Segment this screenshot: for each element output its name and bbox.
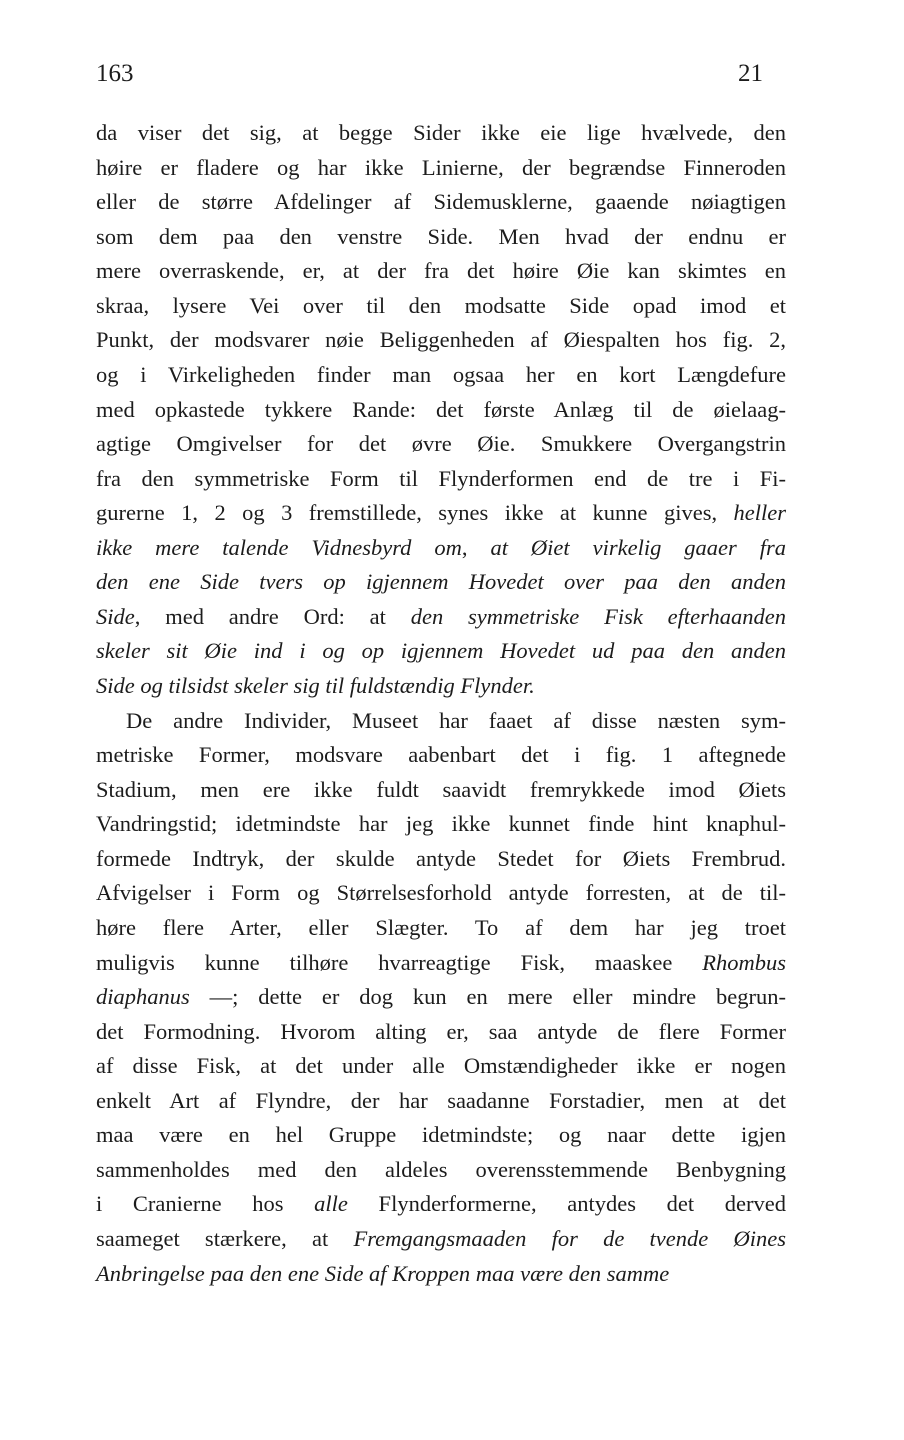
text-segment: Vandringstid; idetmindste har jeg ikke kunnet finde hint knaphul- — [96, 811, 786, 837]
text-segment: af disse Fisk, at det under alle Omstændigheder ikke er nogen — [96, 1053, 786, 1079]
text-line — [96, 807, 786, 842]
text-segment: , med andre Ord: at — [134, 603, 411, 629]
text-line — [96, 151, 786, 186]
page-number-left: 163 — [96, 60, 134, 87]
text-segment: sammenholdes med den aldeles overensstemmende Benbygning — [96, 1156, 786, 1182]
italic-text: alle — [314, 1191, 348, 1217]
text-line — [96, 842, 786, 877]
text-segment: enkelt Art af Flyndre, der har saadanne Forstadier, men at det — [96, 1087, 786, 1113]
text-line — [96, 254, 786, 289]
text-line — [96, 1257, 786, 1292]
text-line — [96, 911, 786, 946]
italic-text: ikke mere talende Vidnesbyrd om — [96, 534, 462, 560]
text-line — [96, 1187, 786, 1222]
text-segment: maa være en hel Gruppe idetmindste; og naar dette igjen — [96, 1122, 786, 1148]
text-line — [96, 946, 786, 981]
text-line — [96, 116, 786, 151]
text-segment: høire er fladere og har ikke Linierne, der begrændse Finneroden — [96, 154, 786, 180]
text-segment: høre flere Arter, eller Slægter. To af dem har jeg troet — [96, 914, 786, 940]
text-segment: —; dette er dog kun en mere eller mindre begrun- — [189, 984, 786, 1010]
text-segment: saameget stærkere, at — [96, 1226, 354, 1251]
text-segment: i Cranierne hos — [96, 1191, 315, 1217]
text-segment: , — [461, 534, 491, 560]
body-text — [96, 116, 786, 1291]
text-line — [96, 358, 786, 393]
text-segment: og i Virkeligheden finder man ogsaa her en kort Længdefure — [96, 361, 786, 387]
text-line — [96, 220, 786, 255]
italic-text: heller — [733, 500, 786, 526]
text-line — [96, 669, 786, 704]
italic-text: Side og tilsidst skeler sig til fuldstændig Flynder. — [96, 673, 535, 698]
page-header — [0, 60, 904, 100]
text-line — [96, 738, 786, 773]
text-line — [96, 427, 786, 462]
text-line — [96, 876, 786, 911]
italic-text: at Øiet virkelig gaaer fra — [490, 534, 786, 560]
italic-text: skeler sit Øie ind i og op igjennem Hovedet ud paa den anden — [96, 638, 786, 664]
text-line — [96, 531, 786, 566]
text-segment: Punkt, der modsvarer nøie Beliggenheden af Øiespalten hos fig. 2, — [96, 327, 786, 353]
italic-text: Side — [96, 603, 135, 629]
text-line — [96, 496, 786, 531]
text-line — [96, 393, 786, 428]
text-segment: som dem paa den venstre Side. Men hvad der endnu er — [96, 223, 786, 249]
text-line — [96, 289, 786, 324]
text-segment: formede Indtryk, der skulde antyde Stedet for Øiets Frembrud. — [96, 845, 786, 871]
text-segment: fra den symmetriske Form til Flynderformen end de tre i Fi- — [96, 465, 786, 491]
text-line — [96, 773, 786, 808]
text-line — [96, 185, 786, 220]
text-segment: mere overraskende, er, at der fra det høire Øie kan skimtes en — [96, 258, 786, 284]
text-segment: agtige Omgivelser for det øvre Øie. Smukkere Overgangstrin — [96, 431, 786, 457]
text-line — [96, 1049, 786, 1084]
text-line — [96, 462, 786, 497]
text-line — [96, 1015, 786, 1050]
text-segment: skraa, lysere Vei over til den modsatte Side opad imod et — [96, 292, 786, 318]
italic-text: Rhombus — [702, 949, 786, 975]
text-line — [96, 1084, 786, 1119]
italic-text: den ene Side tvers op igjennem Hovedet over paa den anden — [96, 569, 786, 595]
text-segment: eller de større Afdelinger af Sidemusklerne, gaaende nøiagtigen — [96, 189, 786, 215]
text-line — [96, 565, 786, 600]
italic-text: den symmetriske Fisk efterhaanden — [410, 603, 786, 629]
text-segment: Flynderformerne, antydes det derved — [347, 1191, 786, 1217]
text-segment: det Formodning. Hvorom alting er, saa antyde de flere Former — [96, 1018, 786, 1044]
text-segment: gurerne 1, 2 og 3 fremstillede, synes ikke at kunne gives, — [96, 500, 734, 526]
text-line — [96, 1153, 786, 1188]
text-line — [96, 1222, 786, 1257]
text-segment: De andre Individer, Museet har faaet af disse næsten sym- — [126, 707, 786, 733]
page-number-right: 21 — [738, 60, 763, 87]
italic-text: diaphanus — [96, 984, 190, 1010]
text-line — [96, 980, 786, 1015]
text-segment: med opkastede tykkere Rande: det første Anlæg til de øielaag- — [96, 396, 786, 422]
text-segment: muligvis kunne tilhøre hvarreagtige Fisk, maaskee — [96, 949, 703, 975]
text-line — [96, 600, 786, 635]
text-line — [96, 1118, 786, 1153]
text-segment: metriske Former, modsvare aabenbart det i fig. 1 aftegnede — [96, 742, 786, 768]
text-line — [96, 323, 786, 358]
text-segment: Afvigelser i Form og Størrelsesforhold antyde forresten, at de til- — [96, 880, 786, 906]
text-line — [96, 634, 786, 669]
italic-text: Anbringelse paa den ene Side af Kroppen maa være den samme — [96, 1260, 670, 1286]
text-line — [96, 704, 786, 739]
text-segment: Stadium, men ere ikke fuldt saavidt fremrykkede imod Øiets — [96, 776, 786, 802]
italic-text: Fremgangsmaaden for de tvende Øines — [353, 1226, 786, 1251]
text-segment: da viser det sig, at begge Sider ikke eie lige hvælvede, den — [96, 120, 786, 145]
